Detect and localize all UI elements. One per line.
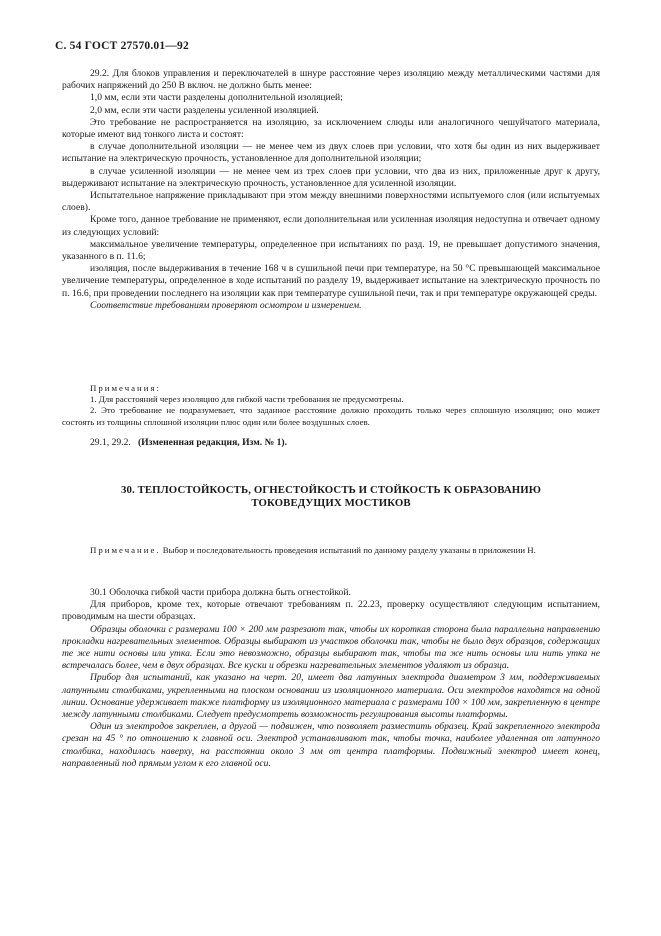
note-text: Выбор и последовательность проведения испытаний по данному разделу указаны в приложении Н.	[162, 545, 536, 555]
edition-line	[62, 437, 600, 449]
paragraph: Это требование не распространяется на изоляцию, за исключением слюды или аналогичного чешуйчатого материала, которые имеют вид тонкого листа и состоят:	[62, 116, 600, 141]
paragraph: 29.2. Для блоков управления и переключателей в шнуре расстояние через изоляцию между металлическими частями для рабочих напряжений до 250 В включ. не должно быть менее:	[62, 68, 600, 92]
clause-29-2	[62, 68, 600, 312]
paragraph: Кроме того, данное требование не применяют, если дополнительная или усиленная изоляция недоступна и отвечает одному из следующих условий:	[62, 214, 600, 238]
paragraph: максимальное увеличение температуры, определенное при испытаниях по разд. 19, не превышает допустимого значения, указанного в п. 11.6;	[62, 238, 600, 263]
note-item: 2. Это требование не подразумевает, что заданное расстояние должно проходить только через сплошную изоляцию; оно может состоять из толщины сплошной изоляции плюс один или более воздушных слоев.	[62, 405, 600, 427]
paragraph: изоляция, после выдерживания в течение 168 ч в сушильной печи при температуре, на 50 °С превышающей максимальное увеличение температуры, определенное в ходе испытаний по разделу 19, выдерживает испытание на электрическую прочность по п. 16.6, при проведении последнего на изоляции как при температуре сушильной печи, так и при температуре окружающей среды.	[62, 263, 600, 299]
notes-block	[62, 383, 600, 428]
paragraph: 30.1 Оболочка гибкой части прибора должна быть огнестойкой.	[90, 587, 351, 598]
page-header: С. 54 ГОСТ 27570.01—92	[55, 40, 189, 52]
notes-label: Примечания:	[90, 383, 161, 393]
section-note	[62, 545, 600, 556]
paragraph: в случае усиленной изоляции — не менее чем из трех слоев при условии, что два из них, приложенные друг к другу, выдерживают испытание на электрическую прочность, установленное для усиленной изоляции.	[62, 165, 600, 189]
italic-paragraph: Один из электродов закреплен, а другой — подвижен, что позволяет разместить образец. Край закрепленного электрода срезан на 45 ° по отношению к главной оси. Электрод устанавливают так, чтобы точка, наиболее удаленная от латунного столбика, находилась наверху, на расстоянии около 3 мм от центра платформы. Подвижный электрод имеет конец, направленный под прямым углом к его главной оси.	[62, 721, 600, 769]
compliance-text: Соответствие требованиям проверяют осмотром и измерением.	[90, 299, 362, 311]
italic-paragraph: Прибор для испытаний, как указано на черт. 20, имеет два латунных электрода диаметром 3 мм, поддерживаемых латунными столбиками, укрепленными на плоском основании из изоляционного материала. Оси электродов находятся на одной линии. Основание удерживает также платформу из изоляционного материала с размерами 100 × 100 мм, закрепленную в центре между латунными столбиками. Следует предусмотреть возможность регулирования высоты платформы.	[62, 672, 600, 721]
italic-paragraph: Образцы оболочки с размерами 100 × 200 мм разрезают так, чтобы их короткая сторона была параллельна направлению прокладки нагревательных элементов. Образцы выбирают из участков оболочки так, чтобы не было двух образцов, содержащих те же нити основы или утка. Если это невозможно, образцы выбирают так, чтобы та же нить основы или нить утка не встречалась более, чем в двух образцах. Все куски и обрезки нагревательных элементов удаляют из образца.	[62, 623, 600, 672]
paragraph: Для приборов, кроме тех, которые отвечают требованиям п. 22.23, проверку осуществляют следующим испытанием, проводимым на шести образцах.	[62, 599, 600, 623]
paragraph: 1,0 мм, если эти части разделены дополнительной изоляцией;	[90, 92, 343, 104]
paragraph: 2,0 мм, если эти части разделены усиленной изоляцией.	[90, 104, 319, 116]
section-title-line1: 30. ТЕПЛОСТОЙКОСТЬ, ОГНЕСТОЙКОСТЬ И СТОЙКОСТЬ К ОБРАЗОВАНИЮ	[120, 484, 542, 496]
note-label: Примечание.	[90, 545, 161, 555]
section-title	[62, 484, 600, 510]
note-item: 1. Для расстояний через изоляцию для гибкой части требования не предусмотрены.	[90, 394, 404, 405]
paragraph: в случае дополнительной изоляции — не менее чем из двух слоев при условии, что хотя бы один из них выдерживает испытание на электрическую прочность, установленное для дополнительной изоляции;	[62, 141, 600, 165]
paragraph: Испытательное напряжение прикладывают при этом между внешними поверхностями испытуемого слоя (или испытуемых слоев).	[62, 190, 600, 214]
edition-ref: 29.1, 29.2.	[90, 437, 131, 448]
section-title-line2: ТОКОВЕДУЩИХ МОСТИКОВ	[251, 496, 411, 509]
edition-text: (Измененная редакция, Изм. № 1).	[137, 437, 288, 448]
clause-30-1	[62, 587, 600, 770]
